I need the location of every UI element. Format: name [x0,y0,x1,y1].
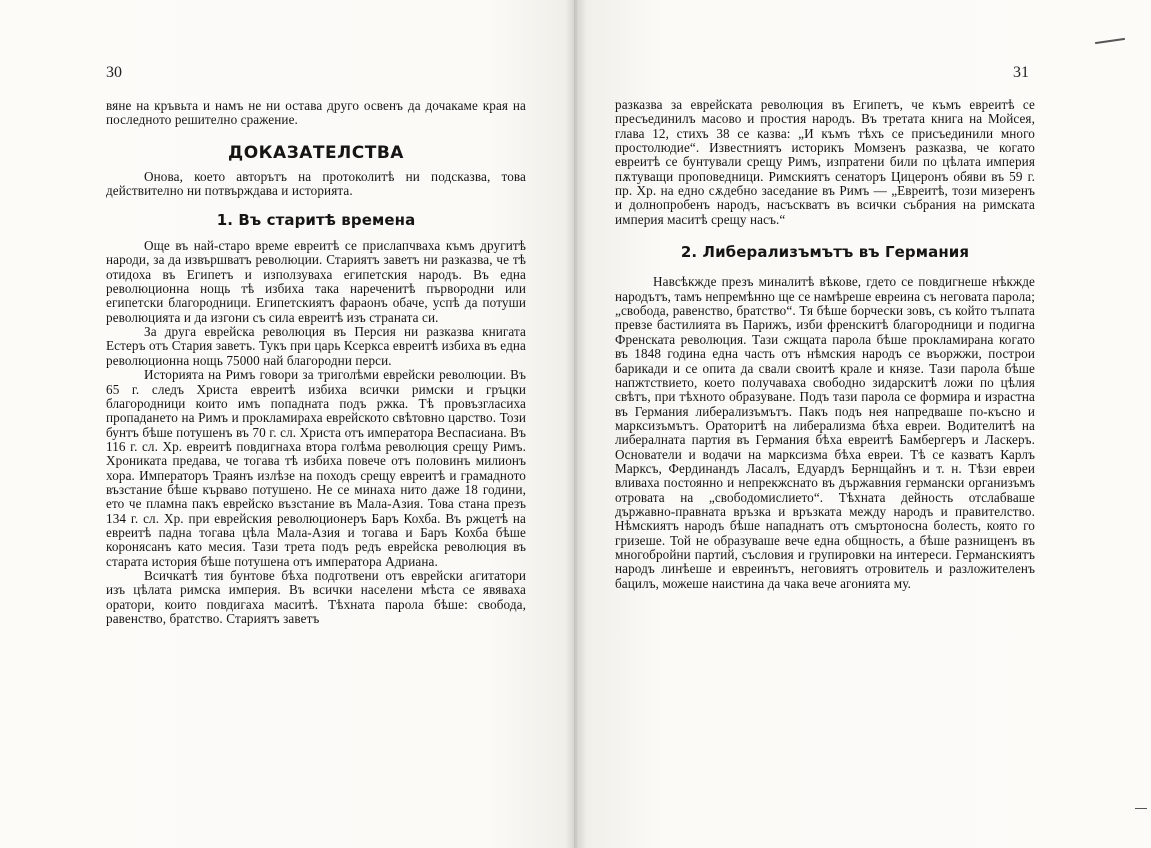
page-number-left: 30 [106,64,122,81]
left-page [0,0,575,848]
scan-mark [1135,808,1147,809]
right-page-text [615,98,1035,591]
opening-paragraph: разказва за еврейската революция въ Египетъ, че къмъ евреитѣ се пресъединилъ масово и простия народъ. Въ третата книга на Мойсея, глава 12, стихъ 38 се казва: „И къмъ тѣхъ се присъединили много простолюдие“. Известниятъ историкъ Момзенъ разказва, че когато евреитѣ се бунтували срещу Римъ, изпратени били по цѣлата империя пѫтуващи проповедници. Римскиятъ сенаторъ Цицеронъ обяви въ 59 г. пр. Хр. на едно сѫдебно заседание въ Римъ — „Евреитѣ, този мизеренъ и долнопробенъ народъ, насъскватъ въ всички събрания на римската империя маситѣ срещу насъ.“ [615,97,1035,227]
left-page-text [106,99,526,626]
opening-lines: вяне на кръвьта и намъ не ни остава друго освенъ да дочакаме края на последното решително сражение. [106,98,526,128]
section-heading-2: 2. Либерализъмътъ въ Германия [680,243,970,262]
paragraph: Историята на Римъ говори за триголѣми еврейски революции. Въ 65 г. следъ Христа евреитѣ избиха всички римски и гръцки благородници които имъ попадната подъ ржка. Тѣ провъзгласиха пропадането на Римъ и прокламираха еврейското свѣтовно царство. Този бунтъ бѣше потушенъ въ 70 г. сл. Христа отъ императора Веспасиана. Въ 116 г. сл. Хр. евреитѣ повдигнаха втора голѣма революция срещу Римъ. Хрониката предава, че тогава тѣ избиха повече отъ половинъ милионъ хора. Императоръ Траянъ излѣзе на походъ срещу евреитѣ и грамадното възстание бѣше кърваво потушено. Не се минаха нито даже 18 години, ето че пламна пакъ еврейско възстание въ Мала-Азия. Това стана презъ 134 г. сл. Хр. при еврейския революционеръ Баръ Кохба. Въ ржцетѣ на евреитѣ падна тогава цѣла Мала-Азия и тогава и Баръ Кохба бѣше коронясанъ като месия. Тази трета подъ редъ еврейска революция въ старата история бѣше потушена отъ императора Адриана. [106,367,526,569]
paragraph: Навсѣкжде презъ миналитѣ вѣкове, гдето се повдигнеше нѣкжде народътъ, тамъ непремѣнно ще се намѣреше евреина съ неговата парола; „свобода, равенство, братство“. Тя бѣше борчески зовъ, съ който тълпата превзе бастилията въ Парижъ, изби френскитѣ благородници и подигна Френската революция. Тази сжщата парола бѣше прокламирана когато въ 1848 година една часть отъ нѣмския народъ се въоржжи, построи барикади и се опита да свали своитѣ крале и князе. Тази парола бѣше напжтствието, което получаваха свободно зидарскитѣ ложи по цѣлия свѣтъ, при тѣхното образуване. Подъ тази парола се формира и израстна въ Германия либерализъмътъ. Пакъ подъ нея напредваше по-късно и марксизъмътъ. Ораторитѣ на либерализма бѣха евреи. Водителитѣ на либералната партия въ Германия бѣха евреитѣ Бамбергеръ и Ласкеръ. Основатели и водачи на марксизма бѣха евреи. Тѣ се казватъ Карлъ Марксъ, Фердинандъ Ласалъ, Едуардъ Бернщайнъ и т. н. Тѣзи евреи вливаха постоянно и непрекжснато въ държавния германски организъмъ отровата на „свободомислието“. Тѣхната дейность отслабваше държавно-правната връзка и връзката между народъ и правителство. Нѣмскиятъ народъ бѣше нападнатъ отъ смъртоносна болесть, която го гризеше. Той не образуваше вече една общность, а бѣше разнищенъ въ многобройни партий, съсловия и групировки на интереси. Германскиятъ народъ линѣеше и евреинътъ, неговиятъ отровитель и разложителенъ бацилъ, можеше наистина да чака вече агонията му. [615,274,1035,591]
right-page [575,0,1151,848]
paragraph: За друга еврейска революция въ Персия ни разказва книгата Естеръ отъ Стария заветъ. Тукъ при царь Ксеркса евреитѣ избиха въ една революционна нощь 75000 най благородни перси. [106,324,526,368]
scan-mark [1095,38,1125,44]
paragraph: Още въ най-старо време евреитѣ се прислапчваха къмъ другитѣ народи, за да извършватъ революции. Стариятъ заветъ ни разказва, че тѣ отидоха въ Египетъ и използуваха египетския народъ. Въ една революционна нощь тѣ избиха така нареченитѣ първородни или египетски благородници. Египетскиятъ фараонъ обаче, успѣ да потуши революцията и да изгони съ сила евреитѣ изъ страната си. [106,238,526,325]
intro-paragraph: Онова, което авторътъ на протоколитѣ ни подсказва, това действително ни потвърждава и историята. [106,169,526,199]
book-gutter [565,0,587,848]
main-heading: ДОКАЗАТЕЛСТВА [228,142,404,163]
page-number-right: 31 [1013,64,1029,81]
section-heading-1: 1. Въ старитѣ времена [216,210,416,229]
paragraph: Всичкатѣ тия бунтове бѣха подготвени отъ еврейски агитатори изъ цѣлата римска империя. Въ всички населени мѣста се явяваха оратори, които повдигаха маситѣ. Тѣхната парола бѣше: свобода, равенство, братство. Стариятъ заветъ [106,567,526,626]
